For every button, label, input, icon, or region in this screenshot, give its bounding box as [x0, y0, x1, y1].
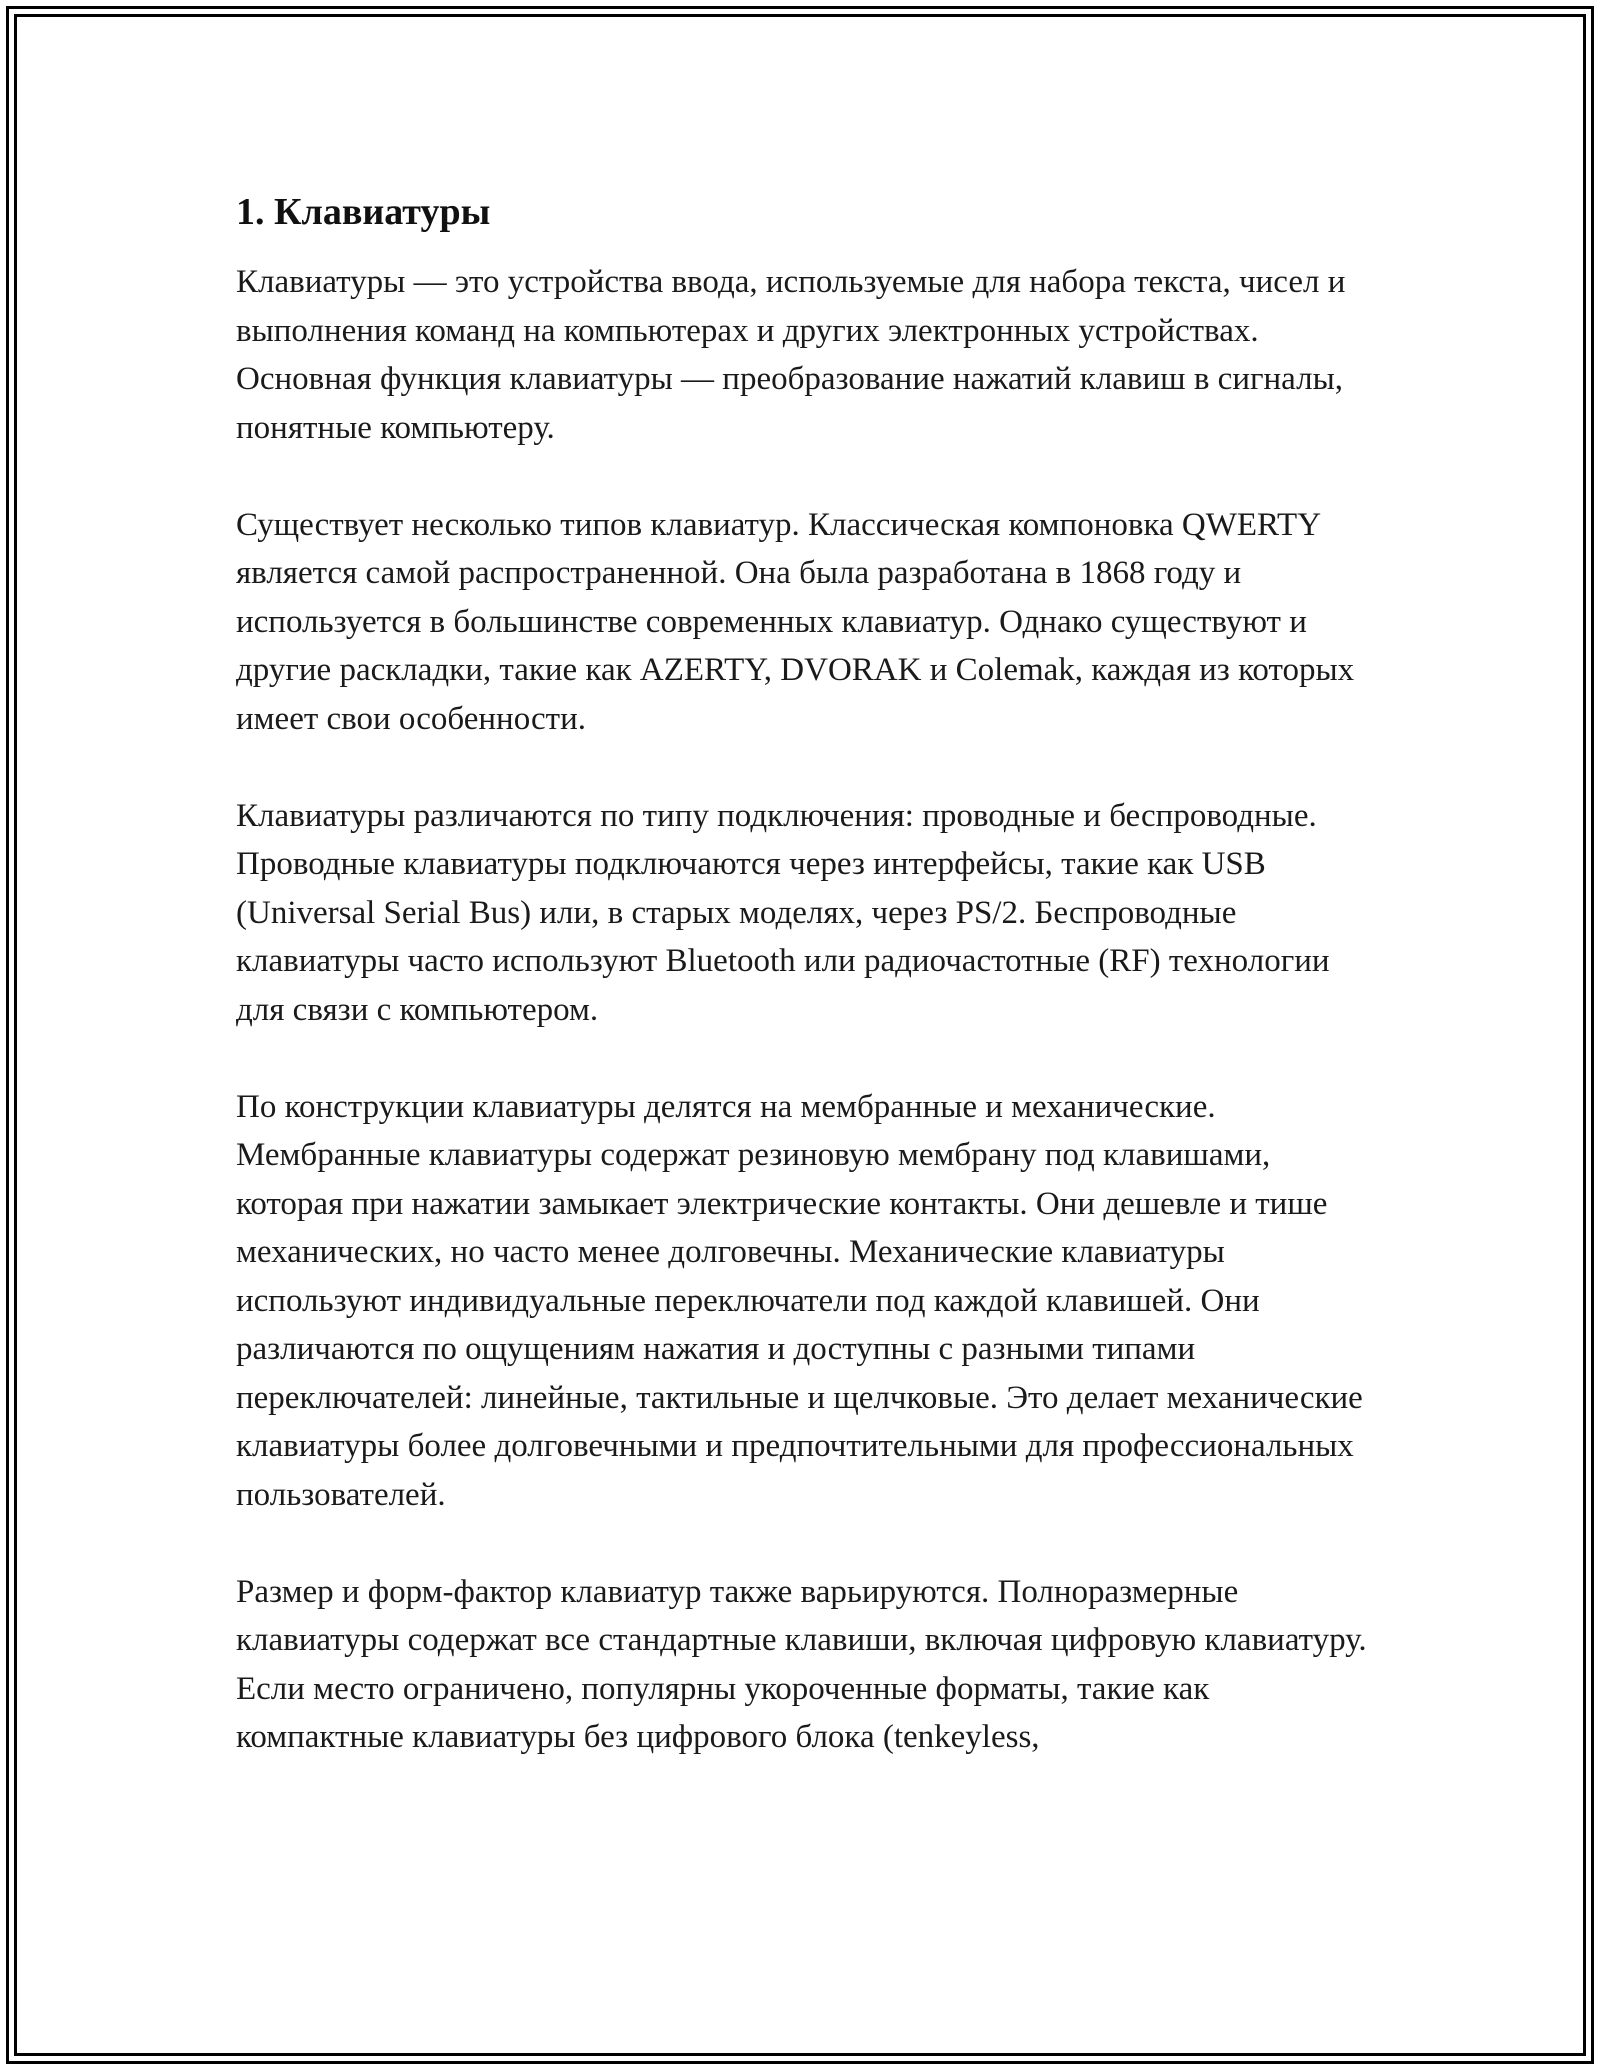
paragraph: Существует несколько типов клавиатур. Классическая компоновка QWERTY является самой распространенной. Она была разработана в 1868 году и используется в большинстве современных клавиатур. Однако существуют и другие раскладки, такие как AZERTY, DVORAK и Colemak, каждая из которых имеет свои особенности. [236, 506, 1355, 737]
document-body [236, 186, 1376, 1810]
paragraph: Клавиатуры различаются по типу подключения: проводные и беспроводные. Проводные клавиатуры подключаются через интерфейсы, такие как USB (Universal Serial Bus) или, в старых моделях, через PS/2. Беспроводные клавиатуры часто используют Bluetooth или радиочастотные (RF) технологии для связи с компьютером. [236, 797, 1330, 1028]
section-title: 1. Клавиатуры [236, 191, 491, 233]
paragraph: Клавиатуры — это устройства ввода, используемые для набора текста, чисел и выполнения команд на компьютерах и других электронных устройствах. Основная функция клавиатуры — преобразование нажатий клавиш в сигналы, понятные компьютеру. [236, 264, 1346, 446]
paragraph: По конструкции клавиатуры делятся на мембранные и механические. Мембранные клавиатуры содержат резиновую мембрану под клавишами, которая при нажатии замыкает электрические контакты. Они дешевле и тише механических, но часто менее долговечны. Механические клавиатуры используют индивидуальные переключатели под каждой клавишей. Они различаются по ощущениям нажатия и доступны с разными типами переключателей: линейные, тактильные и щелчковые. Это делает механические клавиатуры более долговечными и предпочтительными для профессиональных пользователей. [236, 1088, 1363, 1513]
paragraph: Размер и форм-фактор клавиатур также варьируются. Полноразмерные клавиатуры содержат все стандартные клавиши, включая цифровую клавиатуру. Если место ограничено, популярны укороченные форматы, такие как компактные клавиатуры без цифрового блока (tenkeyless, [236, 1573, 1367, 1755]
